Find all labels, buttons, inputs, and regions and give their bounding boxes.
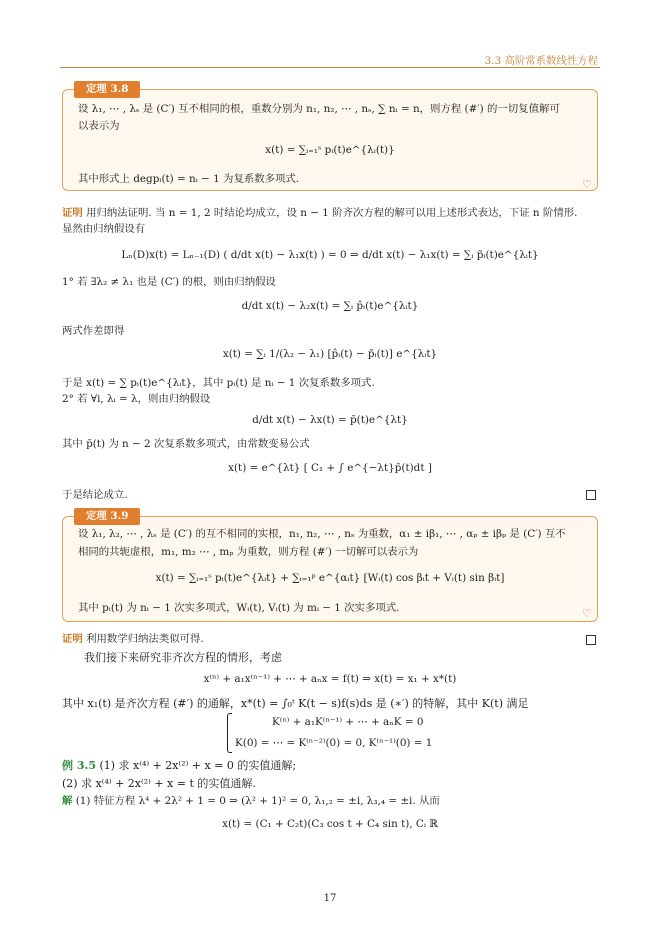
theorem-3-8-formula: x(t) = ∑ᵢ₌₁ˢ pᵢ(t)e^{λᵢ(t)} [265,144,395,156]
example-q1-text: (1) 求 x⁽⁴⁾ + 2x⁽²⁾ + x = 0 的实值通解; [95,759,297,772]
proof-1-line4: 于是 x(t) = ∑ pᵢ(t)e^{λᵢt}，其中 pᵢ(t) 是 nᵢ − 1 次复系数多项式. [62,377,375,389]
example-label: 例 3.5 [62,759,96,772]
proof-1-eq3: x(t) = ∑ᵢ 1/(λ₂ − λ₁) [p̂ᵢ(t) − p̃ᵢ(t)] e^{λᵢt} [222,348,438,360]
theorem-3-9-formula: x(t) = ∑ᵢ₌₁ˢ pᵢ(t)e^{λᵢt} + ∑ᵢ₌₁ᵖ e^{αᵢt} [Wᵢ(t) cos βᵢt + Vᵢ(t) sin βᵢt] [155,572,505,584]
proof-1-case2: 2° 若 ∀i, λᵢ = λ，则由归纳假设 [62,393,211,405]
system-eq1: K⁽ⁿ⁾ + a₁K⁽ⁿ⁻¹⁾ + ⋯ + aₙK = 0 [272,716,424,728]
proof-1-case1: 1° 若 ∃λ₂ ≠ λ₁ 也是 (C′) 的根，则由归纳假设 [62,276,276,288]
system-brace [227,713,232,753]
proof-1-line3: 两式作差即得 [62,325,125,337]
heart-icon: ♡ [582,607,592,620]
proof-1-line5: 其中 p̄(t) 为 n − 2 次复系数多项式，由常数变易公式 [62,438,310,450]
theorem-3-9-line2: 相同的共轭虚根，m₁, m₂ ⋯ , mₚ 为重数，则方程 (#′) 一切解可以表示为 [78,546,419,558]
theorem-3-9-line3: 其中 pᵢ(t) 为 nᵢ − 1 次实多项式，Wᵢ(t), Vᵢ(t) 为 mᵢ − 1 次实多项式. [78,602,400,614]
proof-1-line2: 显然由归纳假设有 [62,223,146,235]
theorem-3-8-line2: 以表示为 [78,120,120,132]
proof-1-eq5: x(t) = e^{λt} [ C₁ + ∫ e^{−λt}p̄(t)dt ] [228,462,432,474]
qed-square-icon [586,635,596,645]
example-q1 [62,759,296,772]
body-eq1: x⁽ⁿ⁾ + a₁x⁽ⁿ⁻¹⁾ + ⋯ + aₙx = f(t) ⇒ x(t) = x₁ + x*(t) [203,673,457,685]
header-rule [60,67,600,68]
proof-1-eq1: Lₙ(D)x(t) = Lₙ₋₁(D) ( d/dt x(t) − λ₁x(t) ) = 0 ⇒ d/dt x(t) − λ₁x(t) = ∑ᵢ p̃ᵢ(t)e^{λᵢt} [121,249,539,261]
section-header: 3.3 高阶常系数线性方程 [484,55,598,67]
theorem-3-9-line1: 设 λ₁, λ₂, ⋯ , λₛ 是 (C′) 的互不相同的实根，n₁, n₂, ⋯ , nₛ 为重数，α₁ ± iβ₁, ⋯ , αₚ ± iβₚ 是 (C′) 互不 [78,528,566,540]
body-para1: 我们接下来研究非齐次方程的情形，考虑 [84,651,282,664]
example-q2: (2) 求 x⁽⁴⁾ + 2x⁽²⁾ + x = t 的实值通解. [62,777,256,790]
proof-1-line6: 于是结论成立. [62,489,128,501]
proof-1-eq4: d/dt x(t) − λx(t) = p̄(t)e^{λt} [252,414,408,426]
qed-square-icon [586,490,596,500]
theorem-3-8-line1: 设 λ₁, ⋯ , λₛ 是 (C′) 互不相同的根，重数分别为 n₁, n₂, ⋯ , nₛ, ∑ nᵢ = n，则方程 (#′) 的一切复值解可 [78,103,560,115]
solution-text: (1) 特征方程 λ⁴ + 2λ² + 1 = 0 ⇒ (λ² + 1)² = 0, λ₁,₂ = ±i, λ₃,₄ = ±i. 从而 [72,795,440,807]
solution-label: 解 [62,795,73,807]
body-para2: 其中 x₁(t) 是齐次方程 (#′) 的通解，x*(t) = ∫₀ᵗ K(t − s)f(s)ds 是 (∗′) 的特解，其中 K(t) 满足 [62,697,529,710]
proof-2-text: 利用数学归纳法类似可得. [82,633,204,645]
page-number: 17 [323,893,337,904]
theorem-3-8-line3: 其中形式上 degpᵢ(t) = nᵢ − 1 为复系数多项式. [78,173,300,185]
solution-eq: x(t) = (C₁ + C₂t)(C₃ cos t + C₄ sin t), Cᵢ ℝ [222,818,438,830]
proof-label: 证明 [62,207,83,219]
system-eq2: K(0) = ⋯ = K⁽ⁿ⁻²⁾(0) = 0, K⁽ⁿ⁻¹⁾(0) = 1 [235,737,433,749]
proof-2-line [62,633,204,646]
proof-1-eq2: d/dt x(t) − λ₂x(t) = ∑ᵢ p̂ᵢ(t)e^{λᵢt} [241,300,419,312]
heart-icon: ♡ [582,178,592,191]
proof-1-line1 [62,207,577,220]
theorem-3-9-tag: 定理 3.9 [74,508,140,525]
proof-1-text: 用归纳法证明. 当 n = 1, 2 时结论均成立，设 n − 1 阶齐次方程的解可以用上述形式表达，下证 n 阶情形. [82,207,578,219]
solution-line [62,795,440,808]
theorem-3-8-tag: 定理 3.8 [74,81,140,98]
proof-label: 证明 [62,633,83,645]
